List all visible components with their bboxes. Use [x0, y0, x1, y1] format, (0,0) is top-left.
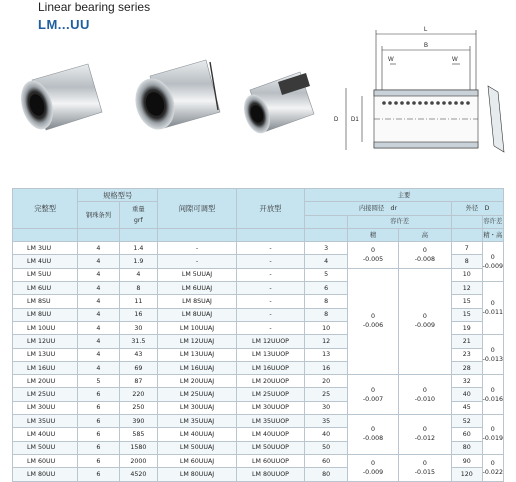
ball-rows-cell: 6: [78, 468, 119, 481]
dr-tol-precise: [348, 268, 398, 374]
adjustable-cell: LM 5UUAJ: [158, 268, 237, 281]
dr-tol-precise-line: -0.007: [362, 395, 384, 403]
ball-rows-cell: 4: [78, 295, 119, 308]
dr-tol-high-line: -0.009: [414, 322, 435, 330]
adjustable-cell: LM 80UUAJ: [158, 468, 237, 481]
outer-D-cell: 52: [452, 415, 483, 428]
D-tol: [482, 415, 503, 455]
ball-rows-cell: 4: [78, 308, 119, 321]
outer-D-cell: 28: [452, 361, 483, 374]
dr-cell: 8: [305, 308, 348, 321]
dr-cell: 10: [305, 321, 348, 334]
dim-L-label: L: [424, 27, 428, 33]
col-blank-4: [158, 228, 237, 241]
dr-tol-high-line: 0: [422, 426, 427, 434]
adjustable-cell: LM 40UUAJ: [158, 428, 237, 441]
weight-cell: 43: [119, 348, 158, 361]
dr-tol-precise-line: -0.009: [362, 468, 384, 476]
table-row: [13, 375, 504, 388]
dr-tol-high: [398, 415, 451, 455]
open-cell: LM 40UUOP: [236, 428, 304, 441]
table-row: [13, 242, 504, 255]
table-row: [13, 415, 504, 428]
col-high: 高: [398, 228, 451, 241]
col-dr-tol: 容许差: [348, 215, 452, 228]
col-adjustable: 间隙可调型: [158, 189, 237, 229]
weight-cell: 16: [119, 308, 158, 321]
model-cell: LM 10UU: [13, 321, 78, 334]
open-cell: -: [236, 242, 304, 255]
D-tol: [482, 282, 503, 335]
adjustable-cell: LM 8UUAJ: [158, 308, 237, 321]
col-precise-high: 精・高: [482, 228, 503, 241]
model-cell: LM 20UU: [13, 375, 78, 388]
weight-cell: 87: [119, 375, 158, 388]
model-cell: LM 8UU: [13, 308, 78, 321]
outer-D-cell: 7: [452, 242, 483, 255]
D-tol: [482, 335, 503, 375]
dr-tol-high-line: -0.010: [414, 395, 435, 403]
weight-cell: 69: [119, 361, 158, 374]
open-cell: LM 16UUOP: [236, 361, 304, 374]
dr-cell: 5: [305, 268, 348, 281]
adjustable-cell: LM 35UUAJ: [158, 415, 237, 428]
col-weight-label: 重量: [132, 206, 145, 214]
open-cell: LM 25UUOP: [236, 388, 304, 401]
model-cell: LM 50UU: [13, 441, 78, 454]
col-inner: 内接圆径 dr: [305, 202, 452, 215]
dr-cell: 16: [305, 361, 348, 374]
dim-D1-label: D1: [351, 117, 359, 123]
model-cell: LM 4UU: [13, 255, 78, 268]
outer-D-cell: 60: [452, 428, 483, 441]
dr-tol-precise-line: 0: [370, 246, 375, 254]
dr-tol-high-line: -0.015: [414, 468, 435, 476]
spec-table-body: [13, 242, 504, 481]
open-cell: LM 20UUOP: [236, 375, 304, 388]
weight-cell: 30: [119, 321, 158, 334]
table-row: [13, 454, 504, 467]
weight-cell: 390: [119, 415, 158, 428]
col-blank-7: [452, 228, 483, 241]
open-cell: LM 12UUOP: [236, 335, 304, 348]
ball-rows-cell: 4: [78, 335, 119, 348]
outer-D-cell: 15: [452, 295, 483, 308]
weight-cell: 1580: [119, 441, 158, 454]
col-blank-6: [305, 228, 348, 241]
dr-tol-high-line: 0: [422, 459, 427, 467]
dr-tol-high-line: -0.012: [414, 435, 435, 443]
bearing-photo-closed: [16, 64, 102, 133]
dr-tol-high: [398, 242, 451, 269]
dr-tol-high-line: 0: [422, 386, 427, 394]
dr-cell: 25: [305, 388, 348, 401]
model-cell: LM 6UU: [13, 282, 78, 295]
col-open: 开放型: [236, 189, 304, 229]
bearing-photo-open: [239, 72, 314, 137]
weight-cell: 220: [119, 388, 158, 401]
D-tol-line: -0.016: [482, 395, 503, 403]
col-D-tol: 容许差: [482, 215, 503, 228]
col-model: 完整型: [13, 189, 78, 229]
D-tol-line: -0.011: [482, 309, 503, 317]
open-cell: LM 13UUOP: [236, 348, 304, 361]
dim-W-right-label: W: [452, 57, 458, 63]
ball-rows-cell: 4: [78, 282, 119, 295]
D-tol-line: 0: [490, 346, 495, 354]
dr-tol-precise-line: -0.005: [362, 255, 384, 263]
D-tol-line: -0.022: [482, 468, 503, 476]
model-cell: LM 40UU: [13, 428, 78, 441]
ball-rows-cell: 6: [78, 401, 119, 414]
open-cell: LM 80UUOP: [236, 468, 304, 481]
dr-tol-precise-line: 0: [370, 386, 375, 394]
adjustable-cell: LM 30UUAJ: [158, 401, 237, 414]
col-outer: 外径 D: [452, 202, 504, 215]
weight-cell: 1.4: [119, 242, 158, 255]
outer-D-cell: 32: [452, 375, 483, 388]
D-tol-line: -0.013: [482, 355, 503, 363]
dr-cell: 3: [305, 242, 348, 255]
weight-cell: 4520: [119, 468, 158, 481]
model-cell: LM 35UU: [13, 415, 78, 428]
open-cell: -: [236, 282, 304, 295]
model-cell: LM 80UU: [13, 468, 78, 481]
open-cell: -: [236, 255, 304, 268]
spec-table: [12, 188, 504, 482]
open-cell: -: [236, 308, 304, 321]
open-cell: -: [236, 321, 304, 334]
dr-tol-precise-line: 0: [370, 459, 375, 467]
ball-rows-cell: 6: [78, 441, 119, 454]
D-tol: [482, 242, 503, 282]
weight-cell: 1.9: [119, 255, 158, 268]
open-cell: LM 50UUOP: [236, 441, 304, 454]
ball-rows-cell: 6: [78, 428, 119, 441]
adjustable-cell: LM 16UUAJ: [158, 361, 237, 374]
dr-cell: 20: [305, 375, 348, 388]
dr-tol-precise-line: 0: [370, 426, 375, 434]
outer-D-cell: 45: [452, 401, 483, 414]
outer-D-cell: 10: [452, 268, 483, 281]
dr-cell: 50: [305, 441, 348, 454]
open-cell: LM 30UUOP: [236, 401, 304, 414]
D-tol: [482, 375, 503, 415]
dr-tol-high-line: -0.008: [414, 255, 435, 263]
col-precise: 精: [348, 228, 398, 241]
ball-rows-cell: 6: [78, 388, 119, 401]
D-tol-line: 0: [490, 426, 495, 434]
D-tol-line: 0: [490, 386, 495, 394]
weight-cell: 8: [119, 282, 158, 295]
open-cell: LM 35UUOP: [236, 415, 304, 428]
outer-D-cell: 90: [452, 454, 483, 467]
dr-cell: 13: [305, 348, 348, 361]
adjustable-cell: -: [158, 255, 237, 268]
outer-D-cell: 40: [452, 388, 483, 401]
D-tol-line: -0.019: [482, 435, 503, 443]
dr-cell: 80: [305, 468, 348, 481]
ball-rows-cell: 4: [78, 321, 119, 334]
adjustable-cell: LM 12UUAJ: [158, 335, 237, 348]
model-cell: LM 8SU: [13, 295, 78, 308]
adjustable-cell: LM 50UUAJ: [158, 441, 237, 454]
dr-tol-high: [398, 375, 451, 415]
dr-tol-precise: [348, 375, 398, 415]
col-weight-unit: grf: [133, 217, 143, 225]
outer-D-cell: 80: [452, 441, 483, 454]
adjustable-cell: LM 60UUAJ: [158, 454, 237, 467]
ball-rows-cell: 4: [78, 348, 119, 361]
dr-cell: 35: [305, 415, 348, 428]
dr-tol-high-line: 0: [422, 313, 427, 321]
dr-cell: 40: [305, 428, 348, 441]
col-ball-rows: 钢珠条列: [78, 202, 119, 229]
D-tol-line: -0.009: [482, 262, 503, 270]
ball-rows-cell: 5: [78, 375, 119, 388]
adjustable-cell: LM 10UUAJ: [158, 321, 237, 334]
dr-cell: 8: [305, 295, 348, 308]
series-code: LM...UU: [38, 17, 90, 32]
outer-D-cell: 120: [452, 468, 483, 481]
weight-cell: 4: [119, 268, 158, 281]
model-cell: LM 12UU: [13, 335, 78, 348]
col-spec-group: 规格型号: [78, 189, 158, 202]
model-cell: LM 5UU: [13, 268, 78, 281]
dr-tol-high-line: 0: [422, 246, 427, 254]
page-title: Linear bearing series: [38, 0, 151, 14]
model-cell: LM 25UU: [13, 388, 78, 401]
dr-tol-high: [398, 268, 451, 374]
col-blank-2: [78, 228, 119, 241]
dim-B-label: B: [424, 43, 429, 49]
outer-D-cell: 8: [452, 255, 483, 268]
weight-cell: 585: [119, 428, 158, 441]
ball-rows-cell: 4: [78, 242, 119, 255]
dr-cell: 6: [305, 282, 348, 295]
dr-tol-precise-line: -0.006: [362, 322, 384, 330]
outer-D-cell: 12: [452, 282, 483, 295]
weight-cell: 31.5: [119, 335, 158, 348]
adjustable-cell: LM 6UUAJ: [158, 282, 237, 295]
ball-rows-cell: 4: [78, 361, 119, 374]
dr-cell: 12: [305, 335, 348, 348]
outer-D-cell: 15: [452, 308, 483, 321]
bearing-photos: [10, 52, 330, 162]
dr-tol-high: [398, 454, 451, 481]
dr-cell: 60: [305, 454, 348, 467]
outer-D-cell: 21: [452, 335, 483, 348]
model-cell: LM 13UU: [13, 348, 78, 361]
col-blank-3: [119, 228, 158, 241]
open-cell: -: [236, 295, 304, 308]
model-cell: LM 3UU: [13, 242, 78, 255]
dr-tol-precise-line: 0: [370, 313, 375, 321]
outer-D-cell: 19: [452, 321, 483, 334]
D-tol: [482, 454, 503, 481]
weight-cell: 2000: [119, 454, 158, 467]
dr-tol-precise: [348, 242, 398, 269]
outer-D-cell: 23: [452, 348, 483, 361]
ball-rows-cell: 6: [78, 454, 119, 467]
ball-rows-cell: 4: [78, 255, 119, 268]
open-cell: LM 60UUOP: [236, 454, 304, 467]
col-blank-5: [236, 228, 304, 241]
adjustable-cell: LM 25UUAJ: [158, 388, 237, 401]
ball-rows-cell: 6: [78, 415, 119, 428]
model-cell: LM 16UU: [13, 361, 78, 374]
table-row: [13, 268, 504, 281]
dimension-drawing: [328, 20, 516, 170]
col-blank-1: [13, 228, 78, 241]
col-weight: [119, 202, 158, 229]
model-cell: LM 60UU: [13, 454, 78, 467]
open-cell: -: [236, 268, 304, 281]
col-main: 主要: [305, 189, 504, 202]
dr-tol-precise: [348, 454, 398, 481]
adjustable-cell: LM 8SUAJ: [158, 295, 237, 308]
weight-cell: 250: [119, 401, 158, 414]
D-tol-line: 0: [490, 459, 495, 467]
D-tol-line: 0: [490, 300, 495, 308]
dr-cell: 4: [305, 255, 348, 268]
dr-cell: 30: [305, 401, 348, 414]
adjustable-cell: LM 20UUAJ: [158, 375, 237, 388]
col-D-value: [452, 215, 483, 228]
ball-rows-cell: 4: [78, 268, 119, 281]
adjustable-cell: -: [158, 242, 237, 255]
dr-tol-precise: [348, 415, 398, 455]
col-dr-value: [305, 215, 348, 228]
D-tol-line: 0: [490, 253, 495, 261]
bearing-photo-adjustable: [130, 60, 220, 134]
dim-D-label: D: [334, 117, 339, 123]
weight-cell: 11: [119, 295, 158, 308]
model-cell: LM 30UU: [13, 401, 78, 414]
dim-W-left-label: W: [388, 57, 394, 63]
adjustable-cell: LM 13UUAJ: [158, 348, 237, 361]
dr-tol-precise-line: -0.008: [362, 435, 384, 443]
